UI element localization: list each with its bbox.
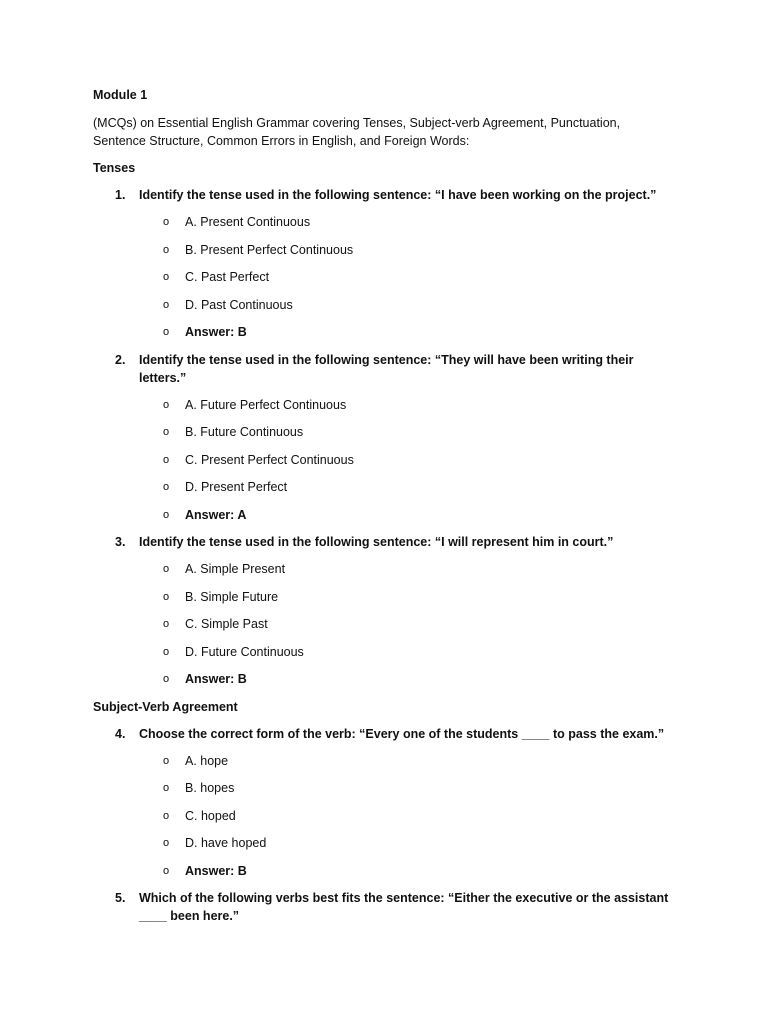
intro-paragraph: (MCQs) on Essential English Grammar covering Tenses, Subject-verb Agreement, Punctuation, Sentence Structure, Common Errors in English, and Foreign Words: [93, 116, 621, 148]
option-text: B. Simple Future [185, 589, 279, 604]
option-item [93, 423, 673, 441]
question-number: 1. [115, 188, 126, 202]
answer-item [93, 506, 673, 524]
circle-bullet-icon: o [163, 563, 170, 575]
option-item [93, 296, 673, 314]
answer-text: Answer: B [185, 325, 247, 339]
circle-bullet-icon: o [163, 673, 170, 685]
option-list [93, 213, 673, 341]
question [93, 889, 673, 925]
circle-bullet-icon: o [163, 508, 170, 521]
option-text: A. Simple Present [185, 562, 286, 576]
option-text: A. hope [185, 753, 229, 768]
circle-bullet-icon: o [163, 453, 170, 466]
question-number: 4. [115, 726, 126, 741]
circle-bullet-icon: o [163, 809, 170, 822]
option-item [93, 478, 673, 496]
option-item [93, 451, 673, 469]
option-list [93, 396, 673, 524]
answer-item [93, 862, 673, 880]
option-text: D. Past Continuous [185, 297, 293, 312]
section-title: Tenses [93, 161, 136, 175]
circle-bullet-icon: o [163, 398, 170, 411]
circle-bullet-icon: o [163, 298, 170, 311]
question [93, 533, 673, 551]
module-title: Module 1 [93, 88, 148, 102]
option-text: C. Present Perfect Continuous [185, 452, 354, 467]
circle-bullet-icon: o [163, 590, 170, 603]
option-list [93, 752, 673, 880]
circle-bullet-icon: o [163, 326, 170, 338]
option-text: A. Future Perfect Continuous [185, 397, 347, 412]
option-item [93, 752, 673, 770]
answer-item [93, 323, 673, 341]
option-text: B. hopes [185, 781, 235, 795]
circle-bullet-icon: o [163, 645, 170, 658]
sections-container [93, 159, 673, 925]
option-item [93, 779, 673, 797]
answer-text: Answer: B [185, 672, 247, 686]
question-text: Choose the correct form of the verb: “Every one of the students ____ to pass the exam.” [139, 726, 665, 741]
option-item [93, 643, 673, 661]
question-text: Identify the tense used in the following sentence: “They will have been writing their letters.” [139, 352, 634, 385]
circle-bullet-icon: o [163, 618, 170, 630]
option-text: D. Present Perfect [185, 480, 288, 494]
question-text: Which of the following verbs best fits the sentence: “Either the executive or the assistant ____ been here.” [139, 891, 669, 923]
document-page [93, 86, 673, 934]
circle-bullet-icon: o [163, 837, 170, 849]
question [93, 186, 673, 204]
circle-bullet-icon: o [163, 426, 170, 438]
option-text: B. Future Continuous [185, 425, 304, 439]
question [93, 351, 673, 387]
question-number: 2. [115, 352, 126, 367]
option-item [93, 834, 673, 852]
circle-bullet-icon: o [163, 782, 170, 794]
option-text: D. have hoped [185, 836, 267, 850]
option-text: D. Future Continuous [185, 644, 304, 659]
option-text: A. Present Continuous [185, 215, 311, 229]
option-item [93, 807, 673, 825]
option-list [93, 560, 673, 688]
answer-item [93, 670, 673, 688]
circle-bullet-icon: o [163, 864, 170, 877]
option-text: C. hoped [185, 808, 236, 823]
option-text: C. Past Perfect [185, 270, 270, 284]
question-text: Identify the tense used in the following sentence: “I have been working on the project.” [139, 188, 657, 202]
option-item [93, 268, 673, 286]
answer-text: Answer: A [185, 507, 247, 522]
circle-bullet-icon: o [163, 754, 170, 767]
section-title: Subject-Verb Agreement [93, 699, 238, 714]
option-item [93, 560, 673, 578]
option-text: B. Present Perfect Continuous [185, 242, 354, 257]
answer-text: Answer: B [185, 863, 247, 878]
circle-bullet-icon: o [163, 243, 170, 256]
question-number: 3. [115, 535, 126, 549]
option-item [93, 588, 673, 606]
question-text: Identify the tense used in the following sentence: “I will represent him in court.” [139, 535, 614, 549]
circle-bullet-icon: o [163, 271, 170, 283]
option-item [93, 213, 673, 231]
option-item [93, 615, 673, 633]
option-item [93, 241, 673, 259]
option-item [93, 396, 673, 414]
circle-bullet-icon: o [163, 481, 170, 493]
question [93, 725, 673, 743]
option-text: C. Simple Past [185, 617, 268, 631]
circle-bullet-icon: o [163, 216, 170, 228]
question-number: 5. [115, 891, 126, 905]
